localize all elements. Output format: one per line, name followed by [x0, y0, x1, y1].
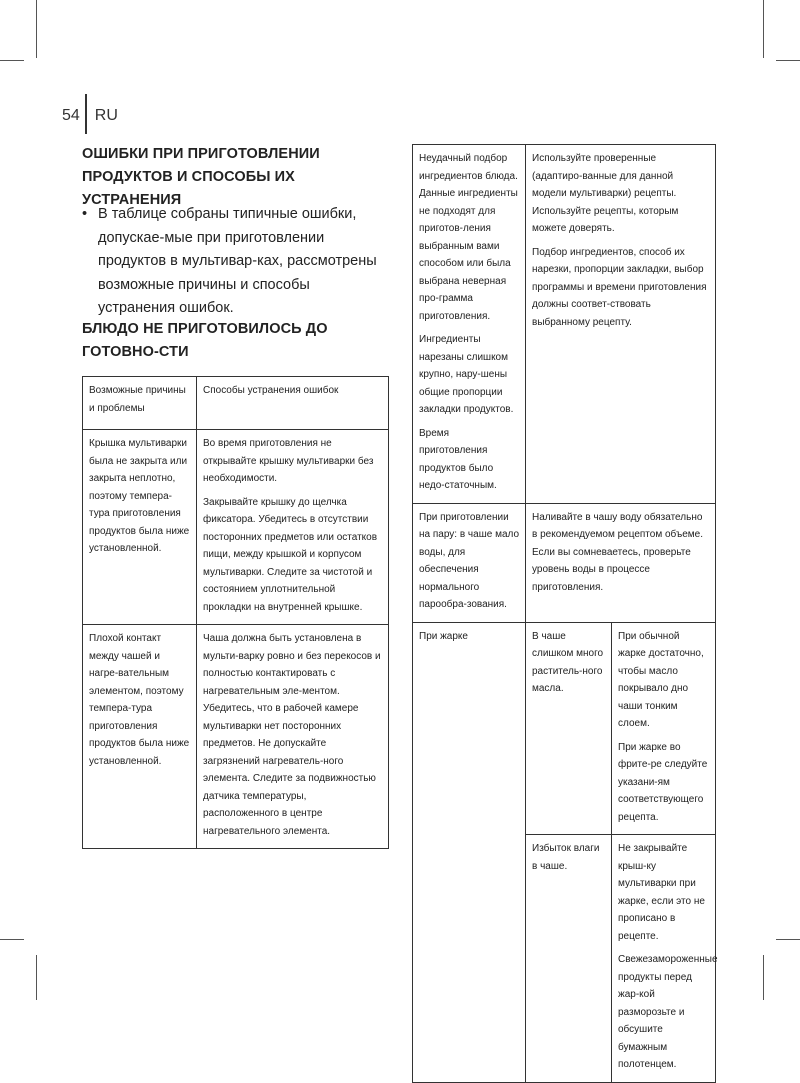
table-row	[413, 145, 716, 504]
intro-text: В таблице собраны типичные ошибки, допускае-мые при приготовлении продуктов в мультивар-ках, рассмотрены возможные причины и способы устранения ошибок.	[98, 206, 377, 316]
cause-cell: Плохой контакт между чашей и нагре-вательным элементом, поэтому темпера-тура приготовления продуктов была ниже установленной.	[83, 625, 197, 849]
page-number: 54	[62, 107, 80, 124]
header-divider	[85, 94, 87, 134]
remedy-cell: Наливайте в чашу воду обязательно в рекомендуемом рецептом объеме. Если вы сомневаетесь, проверьте уровень воды в процессе приготовления.	[526, 503, 716, 622]
table-header-row	[83, 377, 389, 430]
cause-cell: В чаше слишком много раститель-ного масла.	[526, 622, 612, 835]
table-row	[413, 503, 716, 622]
cause-cell: При приготовлении на пару: в чаше мало воды, для обеспечения нормального парообра-зования.	[413, 503, 526, 622]
intro-bullet	[82, 203, 387, 321]
right-table	[412, 144, 716, 1083]
crop-mark	[36, 955, 37, 1000]
header-causes: Возможные причины и проблемы	[83, 377, 197, 430]
language-code: RU	[94, 107, 118, 124]
remedy-cell: Используйте проверенные (адаптиро-ванные для данной модели мультиварки) рецепты. Используйте рецепты, которым можете доверять. Подбор ингредиентов, способ их нарезки, пропорции закладки, выбор программы и времени приготовления должны соответ-ствовать выбранному рецепту.	[526, 145, 716, 504]
remedy-cell: Во время приготовления не открывайте крышку мультиварки без необходимости. Закрывайте крышку до щелчка фиксатора. Убедитесь в отсутствии посторонних предметов или остатков пищи, между крышкой и корпусом мультиварки. Следите за чистотой и состоянием уплотнительной прокладки на внутренней крышке.	[197, 430, 389, 625]
table-row	[83, 625, 389, 849]
cause-cell: Избыток влаги в чаше.	[526, 835, 612, 1083]
section-title: ОШИБКИ ПРИ ПРИГОТОВЛЕНИИ ПРОДУКТОВ И СПОСОБЫ ИХ УСТРАНЕНИЯ	[82, 146, 320, 208]
table-row	[413, 622, 716, 835]
remedy-cell: Чаша должна быть установлена в мульти-варку ровно и без перекосов и полностью контактировать с нагревательным эле-ментом. Убедитесь, что в рабочей камере мультиварки нет посторонних предметов. Не допускайте загрязнений нагреватель-ного элемента. Следите за подвижностью датчика температуры, расположенного в центре нагревательного элемента.	[197, 625, 389, 849]
crop-mark	[0, 60, 24, 61]
subsection-title: БЛЮДО НЕ ПРИГОТОВИЛОСЬ ДО ГОТОВНО-СТИ	[82, 321, 328, 360]
remedy-cell: При обычной жарке достаточно, чтобы масло покрывало дно чаши тонким слоем. При жарке во фрите-ре следуйте указани-ям соответствующего рецепта.	[612, 622, 716, 835]
cause-cell: Крышка мультиварки была не закрыта или закрыта неплотно, поэтому темпера-тура приготовления продуктов была ниже установленной.	[83, 430, 197, 625]
page-header	[62, 96, 118, 136]
crop-mark	[763, 955, 764, 1000]
crop-mark	[36, 0, 37, 58]
frying-label-cell: При жарке	[413, 622, 526, 1082]
bullet-icon: •	[82, 206, 88, 222]
crop-mark	[763, 0, 764, 58]
crop-mark	[776, 60, 800, 61]
remedy-cell: Не закрывайте крыш-ку мультиварки при жарке, если это не прописано в рецепте. Свежезамороженные продукты перед жар-кой разморозьте и обсушите бумажным полотенцем.	[612, 835, 716, 1083]
left-table	[82, 376, 389, 849]
crop-mark	[0, 939, 24, 940]
header-remedies: Способы устранения ошибок	[197, 377, 389, 430]
crop-mark	[776, 939, 800, 940]
cause-cell: Неудачный подбор ингредиентов блюда. Данные ингредиенты не подходят для приготов-ления выбранным вами способом или была выбрана неверная про-грамма приготовления. Ингредиенты нарезаны слишком крупно, нару-шены общие пропорции закладки продуктов. Время приготовления продуктов было недо-статочным.	[413, 145, 526, 504]
table-row	[83, 430, 389, 625]
